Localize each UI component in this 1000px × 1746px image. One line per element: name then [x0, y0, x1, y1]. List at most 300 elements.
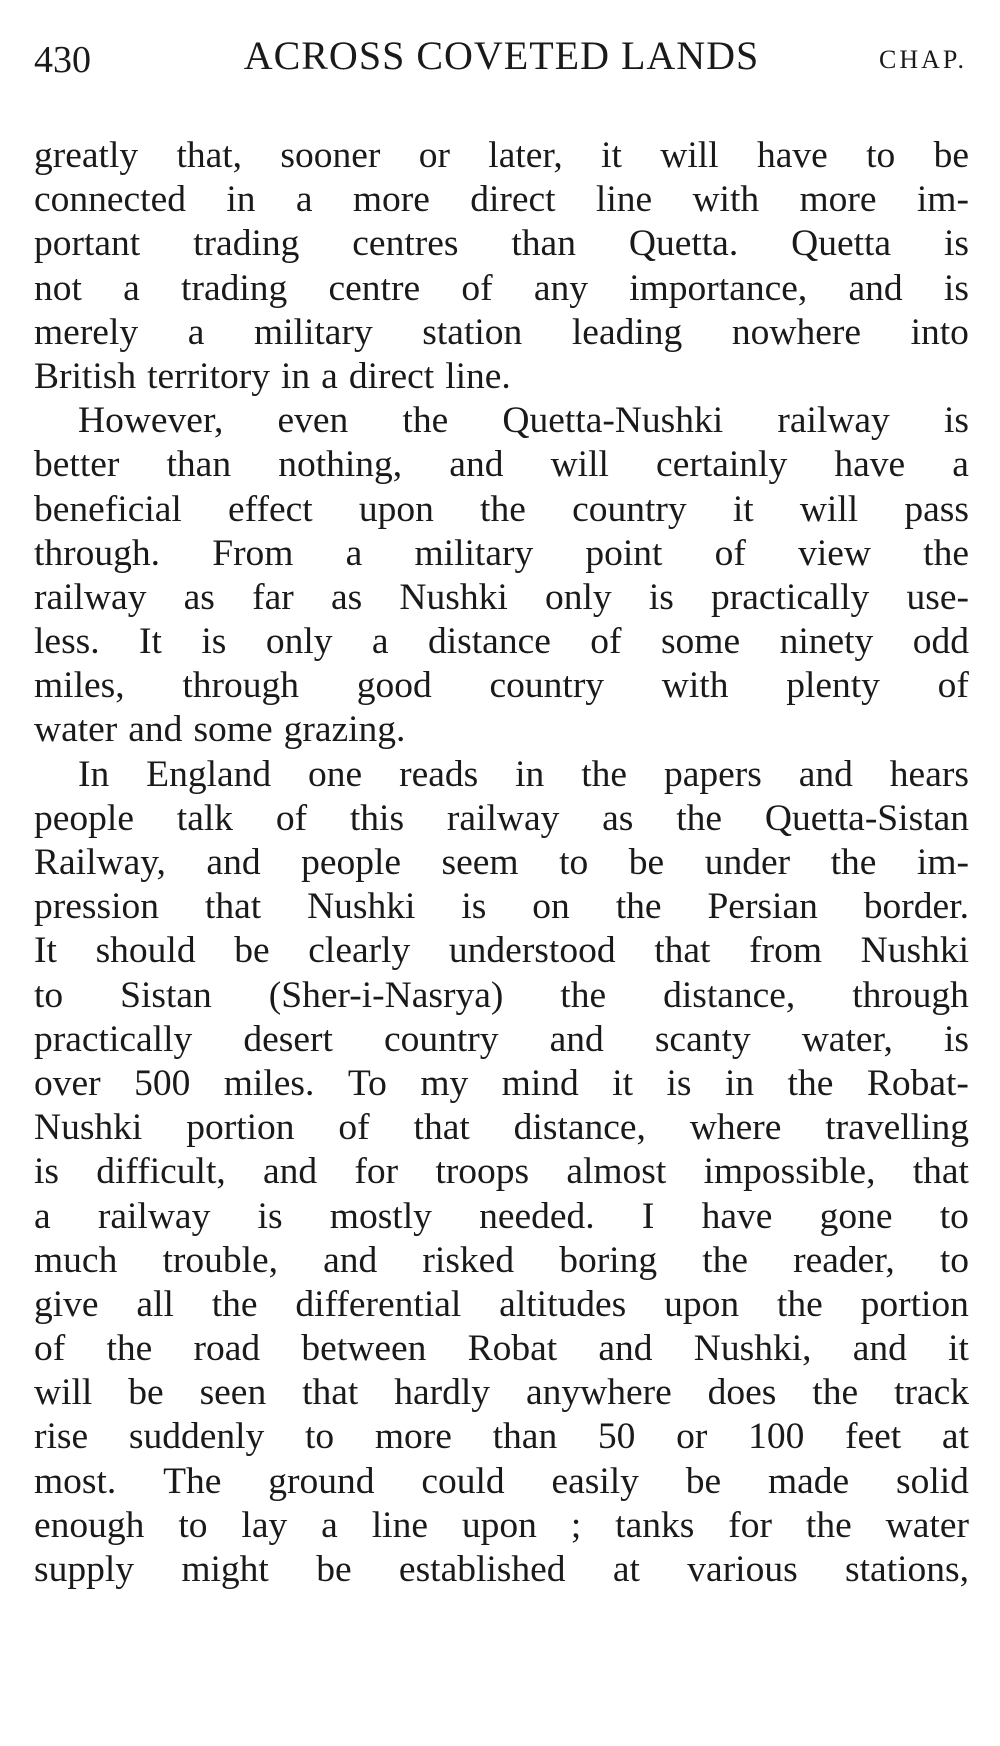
word: sooner: [280, 135, 381, 176]
word: more: [352, 179, 430, 221]
word: is: [648, 576, 674, 618]
word: gone: [819, 1195, 893, 1237]
word: anywhere: [525, 1372, 672, 1414]
word: upon: [358, 488, 434, 530]
word: of: [275, 797, 308, 839]
book-page: [34, 22, 969, 1722]
word: miles.: [223, 1062, 315, 1104]
word: the: [812, 1372, 859, 1414]
word: to: [34, 974, 64, 1016]
word: In: [78, 753, 110, 795]
word: of: [590, 621, 622, 663]
word: most.: [34, 1460, 117, 1502]
word: distance: [428, 621, 551, 663]
word: is: [34, 1151, 60, 1193]
word: as: [602, 797, 634, 839]
word: that: [654, 930, 711, 972]
word: a: [345, 532, 363, 574]
text-line: [34, 399, 969, 443]
word: is: [461, 886, 487, 928]
word: Robat-: [866, 1062, 969, 1104]
word: nothing,: [278, 444, 403, 486]
running-head: [34, 22, 969, 90]
book-title: ACROSS COVETED LANDS: [243, 33, 760, 78]
word: even: [277, 400, 349, 442]
word: of: [937, 665, 969, 707]
word: as: [330, 576, 363, 618]
word: practically: [711, 576, 870, 618]
word: at: [612, 1549, 640, 1590]
text-line: [34, 885, 969, 929]
word: will: [34, 1372, 93, 1414]
text-line: [34, 222, 969, 266]
text-line: [34, 311, 969, 355]
text-line: [34, 620, 969, 664]
word: railway: [97, 1195, 211, 1237]
word: Quetta: [791, 223, 892, 265]
word: portion: [186, 1107, 295, 1149]
word: is: [943, 1018, 969, 1060]
word: is: [943, 223, 969, 265]
word: Sistan: [120, 974, 212, 1016]
word: easily: [551, 1460, 639, 1502]
word: better: [34, 444, 120, 486]
word: feet: [845, 1416, 902, 1458]
text-line: [34, 532, 969, 576]
word: of: [714, 532, 746, 574]
word: Nushki: [399, 576, 508, 618]
word: Railway,: [34, 842, 166, 883]
word: Quetta-Sistan: [764, 797, 969, 839]
word: country: [383, 1018, 499, 1060]
word: merely: [34, 311, 139, 353]
word: a: [123, 267, 140, 309]
word: boring: [559, 1239, 658, 1281]
word: does: [707, 1372, 777, 1414]
word: reader,: [793, 1239, 895, 1281]
word: will: [550, 444, 609, 486]
word: a: [321, 1504, 338, 1546]
text-line: [34, 1415, 969, 1459]
word: through: [182, 665, 300, 707]
word: station: [422, 311, 523, 353]
word: lay: [241, 1504, 288, 1546]
text-line: [34, 443, 969, 487]
word: leading: [571, 311, 683, 353]
word: than: [511, 223, 576, 265]
word: im-: [916, 179, 969, 221]
word: point: [585, 532, 663, 574]
word: understood: [448, 930, 616, 972]
word: one: [308, 753, 363, 795]
word: the: [106, 1328, 153, 1370]
text-line: [34, 841, 969, 885]
word: a: [187, 311, 205, 353]
word: in: [226, 179, 256, 221]
word: will: [660, 135, 719, 176]
word: have: [756, 135, 828, 176]
word: hears: [889, 753, 969, 795]
word: odd: [912, 621, 969, 663]
word: that: [204, 886, 262, 928]
word: stations,: [845, 1549, 969, 1590]
word: more: [799, 179, 877, 221]
word: water: [885, 1504, 969, 1546]
word: talk: [176, 797, 234, 839]
word: be: [234, 930, 270, 972]
word: a: [295, 179, 313, 221]
word: trading: [181, 267, 288, 309]
word: distance,: [663, 974, 796, 1016]
word: pass: [904, 488, 969, 530]
word: at: [941, 1416, 969, 1458]
word: line: [595, 179, 653, 221]
word: railway: [34, 576, 147, 618]
word: and: [848, 267, 903, 309]
word: the: [702, 1239, 749, 1281]
chapter-mark: CHAP.: [879, 45, 967, 74]
word: more: [374, 1416, 452, 1458]
word: use-: [906, 576, 969, 618]
word: scanty: [654, 1018, 751, 1060]
word: and: [449, 444, 504, 486]
word: suddenly: [128, 1416, 265, 1458]
text-line: [34, 1062, 969, 1106]
text-line: [34, 1239, 969, 1283]
word: Quetta-Nushki: [502, 400, 724, 442]
word: with: [692, 179, 760, 221]
word: greatly: [34, 135, 139, 176]
word: established: [398, 1549, 566, 1590]
word: in: [724, 1062, 755, 1104]
word: the: [615, 886, 662, 928]
word: be: [628, 842, 665, 883]
word: I: [641, 1195, 655, 1237]
word: almost: [566, 1151, 667, 1193]
word: effect: [228, 488, 313, 530]
word: Nushki: [307, 886, 416, 928]
word: railway: [777, 400, 890, 442]
word: water,: [801, 1018, 893, 1060]
word: over: [34, 1062, 101, 1104]
word: good: [356, 665, 432, 707]
word: for: [354, 1151, 399, 1193]
word: papers: [663, 753, 762, 795]
word: rise: [34, 1416, 89, 1458]
word: miles,: [34, 665, 125, 707]
text-line: [34, 1460, 969, 1504]
word: trouble,: [162, 1239, 279, 1281]
word: However,: [78, 400, 224, 442]
word: is: [257, 1195, 283, 1237]
word: than: [166, 444, 232, 486]
word: From: [212, 532, 294, 574]
paragraph: [34, 134, 969, 399]
text-line: [34, 267, 969, 311]
word: or: [418, 135, 450, 176]
word: ground: [268, 1460, 375, 1502]
word: and: [323, 1239, 378, 1281]
word: and: [262, 1151, 318, 1193]
word: portion: [860, 1283, 969, 1325]
word: ;: [570, 1504, 582, 1546]
word: water: [34, 709, 118, 751]
word: it: [948, 1328, 969, 1370]
word: it: [601, 135, 622, 176]
word: impossible,: [703, 1151, 876, 1193]
word: from: [749, 930, 822, 972]
word: that: [912, 1151, 969, 1193]
word: be: [128, 1372, 164, 1414]
word: through: [852, 974, 969, 1016]
text-line: [34, 929, 969, 973]
word: on: [532, 886, 570, 928]
word: in: [280, 355, 311, 397]
word: this: [349, 797, 405, 839]
text-line: [34, 355, 969, 399]
word: to: [304, 1416, 335, 1458]
word: reads: [399, 753, 479, 795]
word: the: [480, 488, 526, 530]
word: the: [581, 753, 628, 795]
word: to: [866, 135, 896, 176]
word: upon: [664, 1283, 740, 1325]
page-number: 430: [34, 39, 91, 81]
word: or: [676, 1416, 708, 1458]
word: seen: [199, 1372, 267, 1414]
word: later,: [488, 135, 563, 176]
word: road: [193, 1328, 261, 1370]
text-line: [34, 708, 969, 752]
word: that: [302, 1372, 359, 1414]
word: mostly: [329, 1195, 432, 1237]
word: desert: [243, 1018, 333, 1060]
word: is: [201, 621, 227, 663]
word: trading: [193, 223, 300, 265]
text-line: [34, 1371, 969, 1415]
word: that: [413, 1107, 470, 1149]
word: not: [34, 267, 82, 309]
word: hardly: [394, 1372, 491, 1414]
word: could: [421, 1460, 505, 1502]
word: pression: [34, 886, 159, 928]
word: and: [549, 1018, 604, 1060]
word: and: [852, 1328, 907, 1370]
word: direct: [470, 179, 556, 221]
word: the: [830, 842, 877, 883]
word: clearly: [308, 930, 411, 972]
word: Nushki: [860, 930, 969, 972]
word: be: [685, 1460, 722, 1502]
word: railway: [446, 797, 560, 839]
word: nowhere: [731, 311, 861, 353]
word: seem: [441, 842, 519, 883]
word: enough: [34, 1504, 145, 1546]
word: with: [661, 665, 729, 707]
word: under: [704, 842, 791, 883]
word: altitudes: [499, 1283, 627, 1325]
word: the: [776, 1283, 823, 1325]
word: of: [461, 267, 493, 309]
word: travelling: [825, 1107, 969, 1149]
word: to: [178, 1504, 208, 1546]
word: that,: [176, 135, 243, 176]
word: might: [181, 1549, 269, 1590]
word: mind: [501, 1062, 579, 1104]
word: people: [301, 842, 402, 883]
word: distance,: [513, 1107, 646, 1149]
word: upon: [461, 1504, 537, 1546]
word: line: [371, 1504, 428, 1546]
word: much: [34, 1239, 118, 1281]
word: needed.: [479, 1195, 595, 1237]
word: solid: [896, 1460, 969, 1502]
word: my: [420, 1062, 469, 1104]
word: give: [34, 1283, 99, 1325]
word: direct: [348, 355, 435, 397]
word: have: [834, 444, 906, 486]
word: be: [316, 1549, 352, 1590]
word: territory: [147, 355, 270, 397]
word: only: [265, 621, 333, 663]
text-line: [34, 1150, 969, 1194]
word: certainly: [656, 444, 788, 486]
word: Nushki,: [693, 1328, 812, 1370]
word: between: [301, 1328, 427, 1370]
word: less.: [34, 621, 100, 663]
word: England: [146, 753, 272, 795]
text-line: [34, 488, 969, 532]
word: than: [492, 1416, 558, 1458]
word: and: [598, 1328, 653, 1370]
word: only: [544, 576, 612, 618]
word: various: [687, 1549, 798, 1590]
word: British: [34, 355, 137, 397]
word: connected: [34, 179, 186, 221]
word: is: [666, 1062, 692, 1104]
word: it: [732, 488, 754, 530]
word: in: [515, 753, 545, 795]
word: country: [572, 488, 687, 530]
word: 500: [134, 1062, 191, 1104]
word: of: [338, 1107, 370, 1149]
word: it: [612, 1062, 634, 1104]
word: ninety: [779, 621, 874, 663]
text-line: [34, 178, 969, 222]
word: The: [163, 1460, 222, 1502]
word: a: [371, 621, 389, 663]
text-line: [34, 1504, 969, 1548]
word: the: [676, 797, 723, 839]
word: is: [943, 267, 969, 309]
word: is: [943, 400, 969, 442]
word: It: [34, 930, 57, 972]
word: tanks: [615, 1504, 695, 1546]
word: to: [559, 842, 589, 883]
word: will: [799, 488, 859, 530]
word: the: [560, 974, 607, 1016]
text-line: [34, 664, 969, 708]
word: to: [939, 1195, 969, 1237]
word: Quetta.: [628, 223, 739, 265]
word: portant: [34, 223, 141, 265]
word: through.: [34, 532, 161, 574]
word: as: [183, 576, 215, 618]
word: practically: [34, 1018, 193, 1060]
text-line: [34, 1195, 969, 1239]
text-line: [34, 134, 969, 178]
word: a: [321, 355, 338, 397]
paragraph: [34, 399, 969, 753]
word: a: [952, 444, 969, 486]
word: and: [798, 753, 853, 795]
word: the: [787, 1062, 834, 1104]
word: risked: [422, 1239, 515, 1281]
word: have: [701, 1195, 773, 1237]
word: plenty: [786, 665, 880, 707]
word: the: [211, 1283, 258, 1325]
word: beneficial: [34, 488, 182, 530]
word: centre: [328, 267, 421, 309]
paragraph: [34, 753, 969, 1593]
word: people: [34, 797, 134, 839]
word: the: [402, 400, 449, 442]
word: and: [128, 709, 183, 751]
word: Nushki: [34, 1107, 143, 1149]
text-line: [34, 576, 969, 620]
word: should: [95, 930, 196, 972]
word: importance,: [629, 267, 808, 309]
word: be: [933, 135, 969, 176]
word: It: [139, 621, 162, 663]
text-line: [34, 797, 969, 841]
text-line: [34, 1283, 969, 1327]
word: track: [894, 1372, 969, 1414]
word: (Sher-i-Nasrya): [268, 974, 504, 1016]
word: of: [34, 1328, 66, 1370]
word: 50: [597, 1416, 636, 1458]
word: any: [533, 267, 588, 309]
word: centres: [352, 223, 459, 265]
word: view: [798, 532, 871, 574]
word: some: [660, 621, 741, 663]
word: to: [939, 1239, 969, 1281]
word: made: [767, 1460, 850, 1502]
word: all: [136, 1283, 174, 1325]
word: a: [34, 1195, 51, 1237]
word: To: [347, 1062, 387, 1104]
word: where: [689, 1107, 782, 1149]
word: border.: [863, 886, 969, 928]
text-line: [34, 1106, 969, 1150]
text-line: [34, 753, 969, 797]
text-line: [34, 1327, 969, 1371]
word: grazing.: [283, 709, 406, 751]
word: line.: [445, 355, 511, 397]
word: into: [910, 311, 969, 353]
word: military: [253, 311, 373, 353]
text-line: [34, 974, 969, 1018]
word: the: [805, 1504, 852, 1546]
word: Persian: [707, 886, 818, 928]
word: Robat: [467, 1328, 558, 1370]
word: difficult,: [96, 1151, 226, 1193]
word: im-: [916, 842, 969, 883]
word: far: [252, 576, 294, 618]
word: the: [923, 532, 969, 574]
word: some: [193, 709, 273, 751]
word: military: [414, 532, 534, 574]
